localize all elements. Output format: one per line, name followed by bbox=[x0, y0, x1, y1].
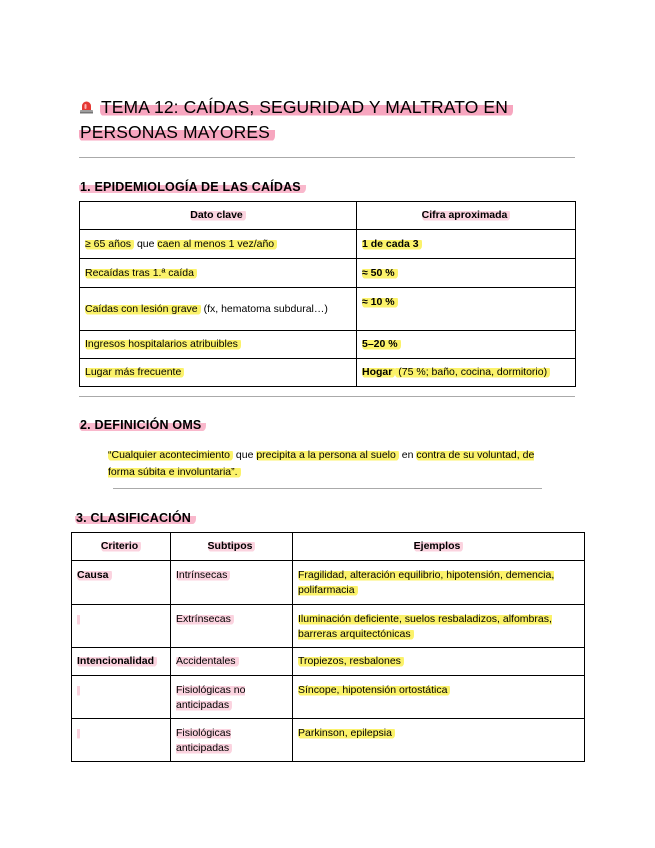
table-header: Ejemplos bbox=[293, 533, 585, 561]
title-line-2: PERSONAS MAYORES bbox=[79, 122, 275, 142]
table-row: Caídas con lesión grave (fx, hematoma subdural…) ≈ 10 % bbox=[80, 288, 576, 331]
siren-icon bbox=[79, 99, 94, 115]
section-heading-definicion: 2. DEFINICIÓN OMS bbox=[79, 418, 206, 432]
table-header: Cifra aproximada bbox=[357, 202, 576, 230]
classification-table bbox=[71, 532, 585, 762]
table-row: ≥ 65 años que caen al menos 1 vez/año 1 de cada 3 bbox=[80, 230, 576, 259]
table-header: Criterio bbox=[72, 533, 171, 561]
table-row: Fisiológicas anticipadas Parkinson, epilepsia bbox=[72, 719, 585, 762]
section-heading-epidemiologia: 1. EPIDEMIOLOGÍA DE LAS CAÍDAS bbox=[79, 180, 306, 194]
section-heading-clasificacion: 3. CLASIFICACIÓN bbox=[75, 511, 196, 525]
table-row: Intencionalidad Accidentales Tropiezos, resbalones bbox=[72, 648, 585, 676]
table-row: Ingresos hospitalarios atribuibles 5–20 % bbox=[80, 331, 576, 359]
title-line-1: TEMA 12: CAÍDAS, SEGURIDAD Y MALTRATO EN bbox=[100, 97, 513, 117]
oms-definition-quote: “Cualquier acontecimiento que precipita a la persona al suelo en contra de su voluntad, de forma súbita e involuntaria”. bbox=[108, 449, 535, 478]
table-row: Extrínsecas Iluminación deficiente, suelos resbaladizos, alfombras, barreras arquitectónicas bbox=[72, 605, 585, 648]
divider bbox=[79, 157, 575, 158]
epidemiology-table bbox=[79, 201, 576, 387]
table-header: Dato clave bbox=[80, 202, 357, 230]
table-row: Lugar más frecuente Hogar (75 %; baño, cocina, dormitorio) bbox=[80, 359, 576, 387]
table-row: Causa Intrínsecas Fragilidad, alteración equilibrio, hipotensión, demencia, polifarmacia bbox=[72, 561, 585, 605]
divider bbox=[79, 396, 575, 397]
table-header: Subtipos bbox=[171, 533, 293, 561]
divider bbox=[113, 488, 542, 489]
table-row: Fisiológicas no anticipadas Síncope, hipotensión ortostática bbox=[72, 676, 585, 719]
table-row: Recaídas tras 1.ª caída ≈ 50 % bbox=[80, 259, 576, 288]
page-title bbox=[79, 95, 579, 145]
